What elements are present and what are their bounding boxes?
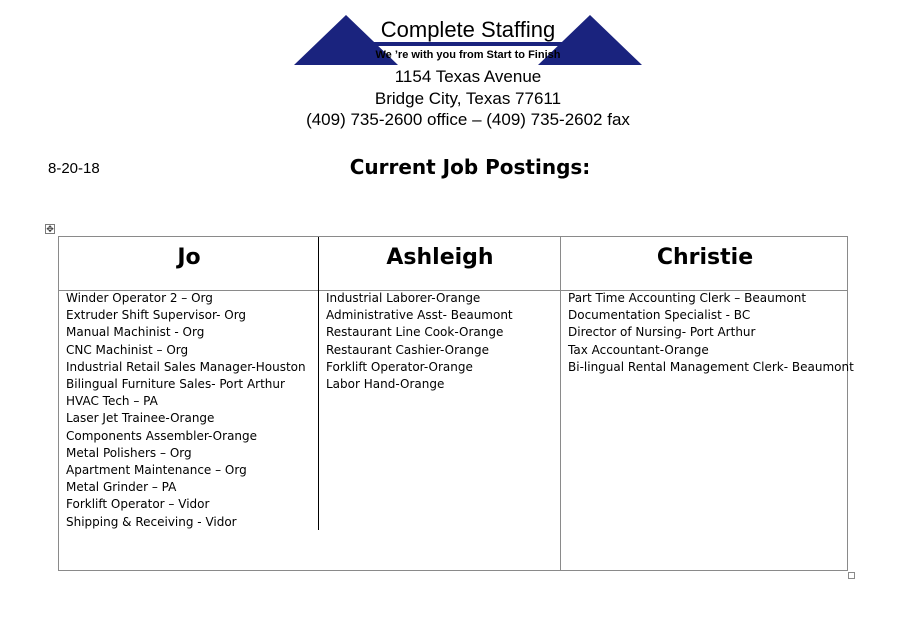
column-header-christie: Christie [656,245,754,270]
job-item: Documentation Specialist - BC [568,308,751,323]
job-item: Components Assembler-Orange [66,428,258,443]
column-header-ashleigh: Ashleigh [386,245,494,270]
job-item: Metal Polishers – Org [66,445,192,460]
column-header-jo: Jo [177,245,201,270]
job-item: Manual Machinist - Org [66,325,205,340]
job-item: Bi-lingual Rental Management Clerk- Beaumont [568,359,854,374]
column-ashleigh [319,237,561,570]
job-postings-table [58,236,854,571]
company-name: Complete Staffing [380,17,556,42]
company-logo [294,13,642,67]
job-item: Industrial Laborer-Orange [326,291,481,305]
address-city: Bridge City, Texas 77611 [374,89,562,108]
job-item: Labor Hand-Orange [326,377,445,392]
contact-phone-fax: (409) 735-2600 office – (409) 735-2602 fax [306,110,630,129]
job-item: Tax Accountant-Orange [568,342,709,357]
job-item: Restaurant Cashier-Orange [326,342,489,357]
job-item: Forklift Operator-Orange [326,359,473,374]
job-item: Bilingual Furniture Sales- Port Arthur [66,377,285,392]
job-item: Part Time Accounting Clerk – Beaumont [568,291,807,305]
job-list-ashleigh [326,290,513,393]
job-item: Restaurant Line Cook-Orange [326,325,504,340]
job-item: Laser Jet Trainee-Orange [66,411,215,426]
job-item: Apartment Maintenance – Org [66,463,247,478]
job-item: Shipping & Receiving - Vidor [66,514,237,529]
document-date: 8-20-18 [48,160,100,177]
table-resize-handle[interactable] [848,572,855,579]
table-move-handle-icon[interactable]: ✥ [46,225,54,235]
job-item: Extruder Shift Supervisor- Org [66,308,247,323]
job-list-christie [568,290,854,376]
job-item: Forklift Operator – Vidor [66,497,210,512]
column-jo [59,237,319,570]
job-item: Winder Operator 2 – Org [66,291,213,305]
column-christie [561,237,854,570]
job-item: Administrative Asst- Beaumont [326,308,513,323]
job-item: Industrial Retail Sales Manager-Houston [66,359,306,374]
address-street: 1154 Texas Avenue [394,67,542,86]
job-item: HVAC Tech – PA [66,394,158,409]
job-item: Director of Nursing- Port Arthur [568,325,756,340]
company-tagline: We ’re with you from Start to Finish [375,49,561,61]
job-list-jo [66,290,306,531]
page-title: Current Job Postings: [349,155,591,179]
job-item: Metal Grinder – PA [66,480,177,495]
job-item: CNC Machinist – Org [66,342,189,357]
